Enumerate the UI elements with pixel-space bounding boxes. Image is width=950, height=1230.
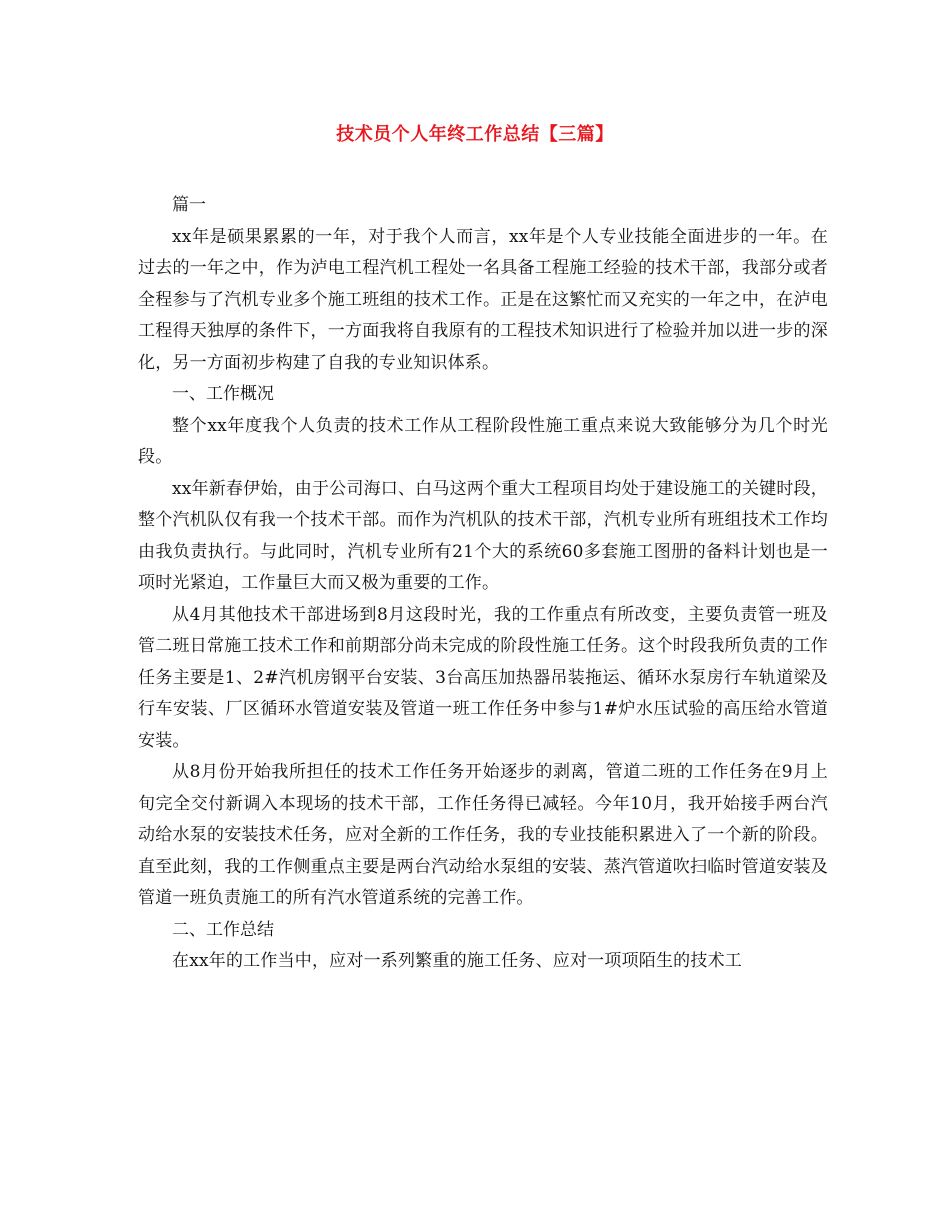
heading-work-summary: 二、工作总结: [172, 919, 274, 940]
paragraph: 从8月份开始我所担任的技术工作任务开始逐步的剥离，管道二班的工作任务在9月上旬完全交付新调入本现场的技术干部，工作任务得已减轻。今年10月，我开始接手两台汽动给水泵的安装技术任务，应对全新的工作任务，我的专业技能积累进入了一个新的阶段。直至此刻，我的工作侧重点主要是两台汽动给水泵组的安装、蒸汽管道吹扫临时管道安装及管道一班负责施工的所有汽水管道系统的完善工作。: [138, 762, 828, 908]
document-body: [138, 190, 828, 978]
paragraph-intro: xx年是硕果累累的一年，对于我个人而言，xx年是个人专业技能全面进步的一年。在过去的一年之中，作为泸电工程汽机工程处一名具备工程施工经验的技术干部，我部分或者全程参与了汽机专业多个施工班组的技术工作。正是在这繁忙而又充实的一年之中，在泸电工程得天独厚的条件下，一方面我将自我原有的工程技术知识进行了检验并加以进一步的深化，另一方面初步构建了自我的专业知识体系。: [138, 226, 828, 373]
heading-work-overview: 一、工作概况: [172, 384, 274, 404]
paragraph: 在xx年的工作当中，应对一系列繁重的施工任务、应对一项项陌生的技术工: [172, 951, 742, 971]
document-title: 技术员个人年终工作总结【三篇】: [336, 124, 614, 145]
paragraph: xx年新春伊始，由于公司海口、白马这两个重大工程项目均处于建设施工的关键时段，整个汽机队仅有我一个技术干部。而作为汽机队的技术干部，汽机专业所有班组技术工作均由我负责执行。与此同时，汽机专业所有21个大的系统60多套施工图册的备料计划也是一项时光紧迫，工作量巨大而又极为重要的工作。: [138, 478, 828, 593]
paragraph: 从4月其他技术干部进场到8月这段时光，我的工作重点有所改变，主要负责管一班及管二班日常施工技术工作和前期部分尚未完成的阶段性施工任务。这个时段我所负责的工作任务主要是1、2#汽机房钢平台安装、3台高压加热器吊装拖运、循环水泵房行车轨道梁及行车安装、厂区循环水管道安装及管道一班工作任务中参与1#炉水压试验的高压给水管道安装。: [138, 604, 828, 751]
section-label: 篇一: [172, 195, 206, 215]
paragraph: 整个xx年度我个人负责的技术工作从工程阶段性施工重点来说大致能够分为几个时光段。: [138, 415, 828, 467]
